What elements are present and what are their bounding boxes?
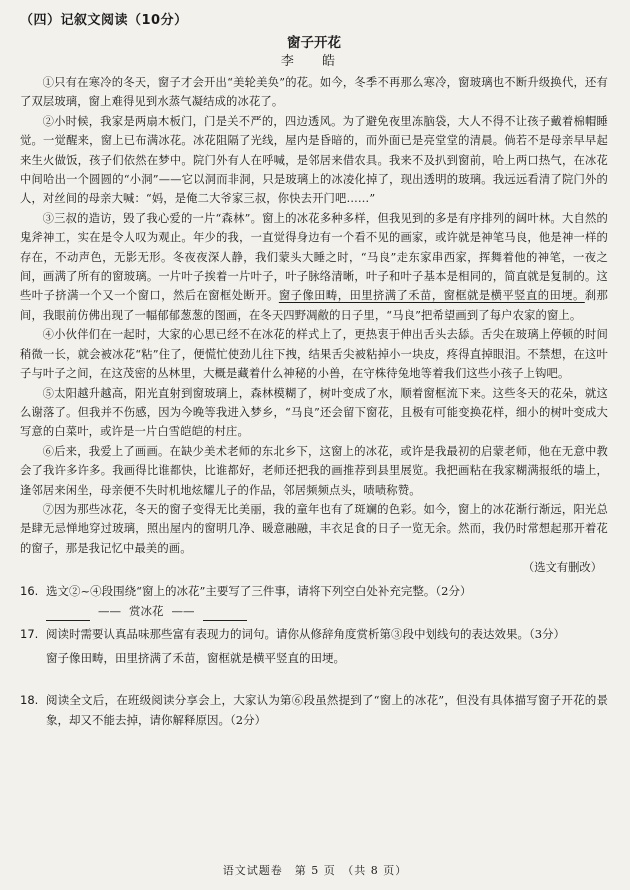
paragraph-3-text-a: ③三叔的造访，毁了我心爱的一片“森林”。窗上的冰花多种多样，但我见到的多是有序排列的阔叶林。大自然的鬼斧神工，实在是令人叹为观止。年少的我，一直觉得身边有一个看不见的画家，或许就是神笔马良，他是神一样的存在，不动声色，无影无形。冬夜夜深人静，我们蒙头大睡之时，“马良”走东家串西家，挥舞着他的神笔，一夜之间，画满了所有的窗玻璃。一片叶子挨着一片叶子，叶子脉络清晰，叶子和叶子基本是相同的，简直就是复制的。这些叶子挤满一个又一个窗口，然后在窗框处断开。	[20, 211, 608, 303]
paragraph-3	[20, 209, 608, 325]
question-17	[20, 624, 608, 644]
question-18-number: 18.	[20, 692, 39, 707]
question-16	[20, 581, 608, 601]
paragraph-1: ①只有在寒冷的冬天，窗子才会开出“美轮美奂”的花。如今，冬季不再那么寒冷，窗玻璃也不断升级换代，还有了双层玻璃，窗上难得见到水蒸气凝结成的冰花了。	[20, 76, 608, 109]
question-18-text: 阅读全文后，在班级阅读分享会上，大家认为第⑥段虽然提到了“窗上的冰花”，但没有具体描写窗子开花的景象，却又不能去掉，请你解释原因。（2分）	[46, 692, 608, 727]
paragraph-2: ②小时候，我家是两扇木板门，门是关不严的，四边透风。为了避免夜里冻脑袋，大人不得不让孩子戴着棉帽睡觉。一觉醒来，窗上已布满冰花。冰花阻隔了光线，屋内是昏暗的，而外面已是亮堂堂的清晨。倘若不是母亲早早起来生火做饭，孩子们依然在梦中。院门外有人在呼喊，是邻居来借农具。我来不及扒到窗前，哈上两口热气，在冰花中间哈出一个圆圆的“小洞”——它以洞而非洞，只是玻璃上的冰凌化掉了，现出透明的玻璃。我远远看清了院门外的人，对丝间的母亲大喊：“妈，是俺二大爷家三叔，你快去开门吧……”	[20, 114, 608, 206]
dash-1: ——	[98, 603, 121, 618]
paragraph-3-text-b: 刹那间，我眼前仿佛出现了一幅郁郁葱葱的图画，在冬天四野凋敝的日子里，“马良”把希望画到了每户农家的窗上。	[20, 289, 608, 322]
page-footer: 语文试题卷 第 5 页 （共 8 页）	[222, 864, 408, 877]
paragraph-6: ⑥后来，我爱上了画画。在缺少美术老师的东北乡下，这窗上的冰花，或许是我最初的启蒙老师，他在无意中教会了我许多许多。我画得比谁都快，比谁都好，老师还把我的画推荐到县里展览。我把画粘在我家糊满报纸的墙上，逢邻居来闲坐，母亲便不失时机地炫耀儿子的作品，邻居频频点头，啧啧称赞。	[20, 444, 608, 497]
question-17-quote: 窗子像田畴，田里挤满了禾苗，窗框就是横平竖直的田埂。	[46, 650, 345, 665]
source-note: （选文有删改）	[522, 561, 602, 575]
answer-blank-2[interactable]	[203, 605, 247, 621]
article-author: 李 皓	[280, 54, 348, 69]
question-17-text: 阅读时需要认真品味那些富有表现力的词句。请你从修辞角度赏析第③段中划线句的表达效果。（3分）	[46, 626, 566, 641]
section-heading: （四）记叙文阅读（10分）	[20, 13, 188, 28]
question-16-text: 选文②~④段围绕“窗上的冰花”主要写了三件事，请将下列空白处补充完整。（2分）	[46, 583, 472, 598]
answer-blank-1[interactable]	[46, 605, 90, 621]
dash-2: ——	[171, 603, 195, 618]
paragraph-5: ⑤太阳越升越高，阳光直射到窗玻璃上，森林模糊了，树叶变成了水，顺着窗框流下来。这些冬天的花朵，就这么谢落了。但我并不伤感，因为今晚等我进入梦乡，“马良”还会留下窗花，且极有可能变换花样，细小的树叶变成大写意的白菜叶，或许是一片白雪皑皑的村庄。	[20, 386, 608, 439]
question-16-answer-row	[46, 601, 608, 621]
question-16-number: 16.	[20, 583, 39, 598]
paragraph-4: ④小伙伴们在一起时，大家的心思已经不在冰花的样式上了，更热衷于伸出舌头去舔。舌尖在玻璃上停顿的时间稍微一长，就会被冰花“粘”住了，便慌忙使劲儿往下拽，结果舌尖被粘掉小一块皮，疼得直掉眼泪。不禁想，在这叶子与叶子之间，在这茂密的丛林里，大概是藏着什么神秘的小兽，在守株待兔地等着我们这些小孩子上钩吧。	[20, 328, 608, 381]
article-title: 窗子开花	[287, 35, 341, 51]
paragraph-7: ⑦因为那些冰花，冬天的窗子变得无比美丽，我的童年也有了斑斓的色彩。如今，窗上的冰花渐行渐远，阳光总是肆无忌惮地穿过玻璃，照出屋内的窗明几净、暖意融融，丰衣足食的日子一览无余。然而，我仍时常想起那开着花的窗子，那是我记忆中最美的画。	[20, 502, 608, 555]
underlined-sentence: 窗子像田畴，田里挤满了禾苗，窗框就是横平竖直的田埂。	[278, 289, 585, 303]
question-16-middle: 赏冰花	[129, 603, 164, 618]
question-17-number: 17.	[20, 626, 39, 641]
question-18	[20, 690, 608, 730]
